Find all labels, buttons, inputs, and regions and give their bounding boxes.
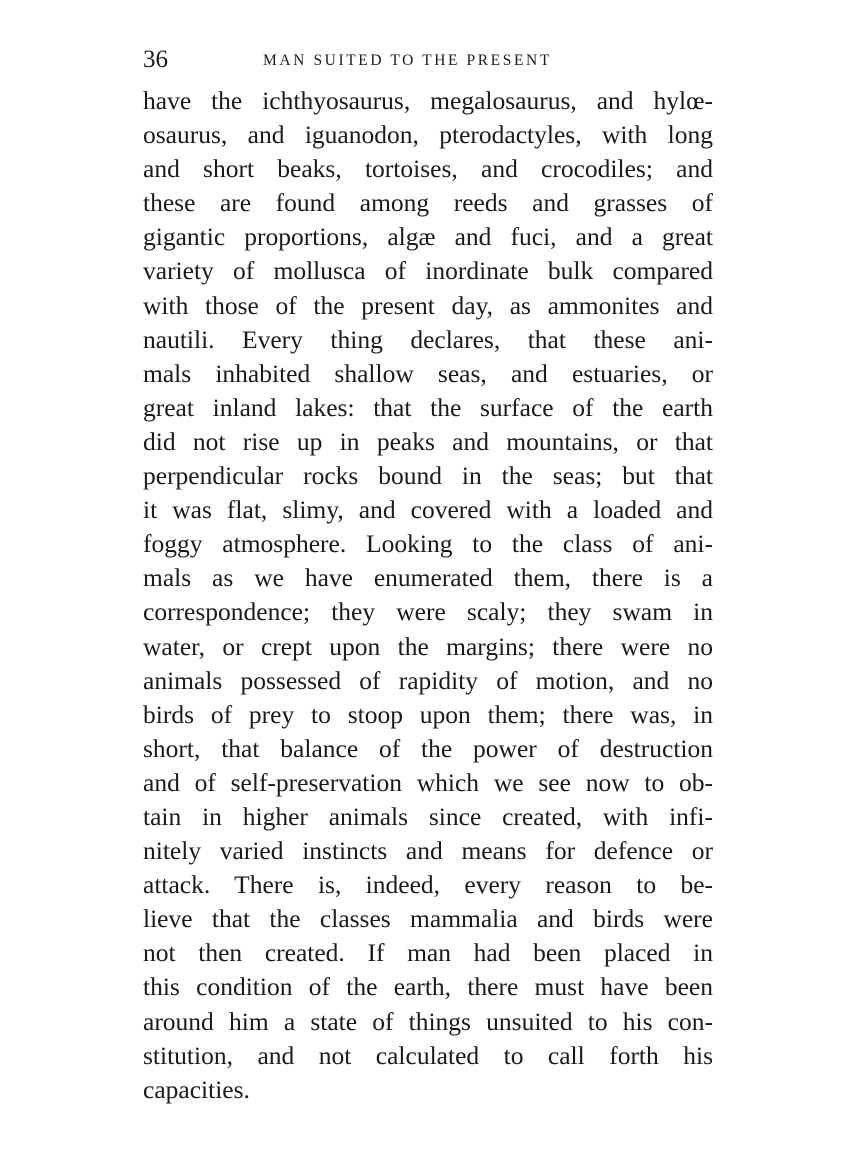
text-line: and short beaks, tortoises, and crocodiles; and — [143, 154, 713, 184]
text-line: did not rise up in peaks and mountains, or that — [143, 426, 713, 456]
running-head: MAN SUITED TO THE PRESENT — [263, 52, 552, 69]
text-line: this condition of the earth, there must have been — [143, 972, 713, 1002]
text-line: short, that balance of the power of destruction — [143, 733, 713, 763]
text-line: nitely varied instincts and means for defence or — [143, 836, 713, 866]
text-line: nautili. Every thing declares, that these ani- — [143, 324, 713, 354]
text-line: tain in higher animals since created, with infi- — [143, 801, 713, 831]
text-line: and of self-preservation which we see now to ob- — [143, 767, 713, 797]
text-line: have the ichthyosaurus, megalosaurus, and hylœ- — [143, 86, 713, 115]
text-line: not then created. If man had been placed in — [143, 938, 713, 968]
text-line: mals as we have enumerated them, there is a — [143, 563, 713, 593]
text-line: lieve that the classes mammalia and birds were — [143, 904, 713, 934]
text-line: osaurus, and iguanodon, pterodactyles, with long — [143, 120, 713, 150]
text-line: with those of the present day, as ammonites and — [143, 290, 713, 320]
text-line: stitution, and not calculated to call forth his — [143, 1040, 713, 1070]
text-line: animals possessed of rapidity of motion, and no — [143, 665, 713, 695]
text-line: foggy atmosphere. Looking to the class of ani- — [143, 529, 713, 559]
text-line: great inland lakes: that the surface of the earth — [143, 392, 713, 422]
text-line: around him a state of things unsuited to his con- — [143, 1006, 713, 1036]
text-line: water, or crept upon the margins; there were no — [143, 631, 713, 661]
text-line: variety of mollusca of inordinate bulk compared — [143, 256, 713, 286]
text-line: it was flat, slimy, and covered with a loaded and — [143, 495, 713, 525]
page-number: 36 — [143, 46, 168, 73]
text-line: perpendicular rocks bound in the seas; but that — [143, 461, 713, 491]
text-line: correspondence; they were scaly; they swam in — [143, 597, 713, 627]
page-header — [143, 44, 713, 76]
text-line: birds of prey to stoop upon them; there was, in — [143, 699, 713, 729]
body-paragraph — [143, 84, 713, 1107]
text-line: capacities. — [143, 1074, 250, 1104]
text-line: attack. There is, indeed, every reason to be- — [143, 870, 713, 900]
text-line: these are found among reeds and grasses of — [143, 188, 713, 218]
text-line: gigantic proportions, algæ and fuci, and a great — [143, 222, 713, 252]
text-line: mals inhabited shallow seas, and estuaries, or — [143, 358, 713, 388]
